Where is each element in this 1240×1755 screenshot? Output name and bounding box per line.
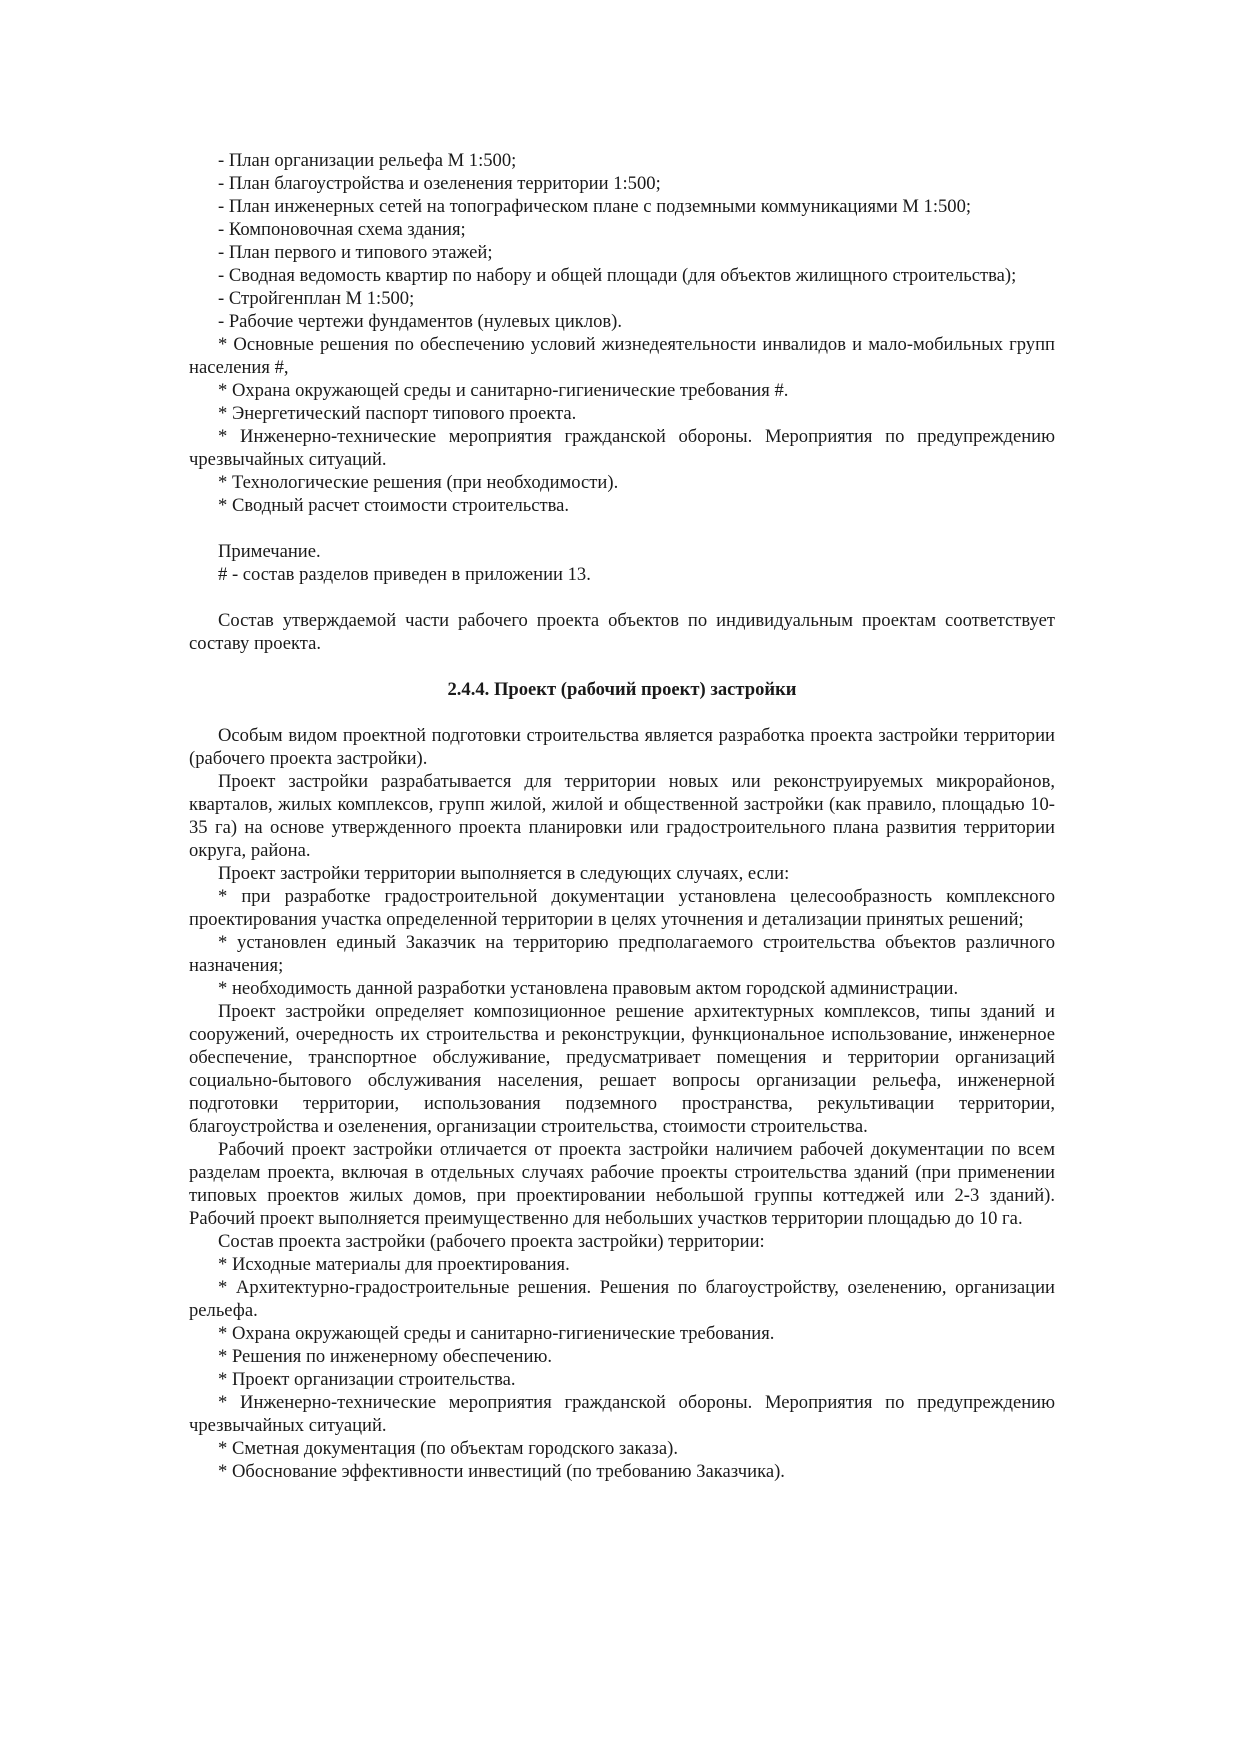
- paragraph: Проект застройки определяет композиционное решение архитектурных комплексов, типы зданий и сооружений, очередность их строительства и реконструкции, функциональное использование, инженерное обеспечение, транспортное обслуживание, предусматривает помещения и территории организаций социально-бытового обслуживания населения, решает вопросы организации рельефа, инженерной подготовки территории, использования подземного пространства, рекультивации территории, благоустройства и озеленения, организации строительства, стоимости строительства.: [189, 1001, 1055, 1137]
- list-item: * Проект организации строительства.: [218, 1369, 516, 1390]
- list-item: * Инженерно-технические мероприятия гражданской обороны. Мероприятия по предупреждению чрезвычайных ситуаций.: [189, 1392, 1055, 1436]
- note-text: # - состав разделов приведен в приложении 13.: [218, 564, 591, 585]
- list-item: * установлен единый Заказчик на территорию предполагаемого строительства объектов различного назначения;: [189, 932, 1055, 976]
- list-item: * Решения по инженерному обеспечению.: [218, 1346, 552, 1367]
- list-item: * необходимость данной разработки установлена правовым актом городской администрации.: [218, 978, 959, 999]
- list-item: * Инженерно-технические мероприятия гражданской обороны. Мероприятия по предупреждению чрезвычайных ситуаций.: [189, 426, 1055, 470]
- list-item: * Технологические решения (при необходимости).: [218, 472, 619, 493]
- list-item: * Основные решения по обеспечению условий жизнедеятельности инвалидов и мало-мобильных групп населения #,: [189, 334, 1055, 378]
- list-item: - Стройгенплан М 1:500;: [218, 288, 415, 309]
- list-item: - План благоустройства и озеленения территории 1:500;: [218, 173, 661, 194]
- spacer: [189, 586, 1055, 609]
- spacer: [189, 655, 1055, 678]
- list-item: - План инженерных сетей на топографическом плане с подземными коммуникациями М 1:500;: [218, 196, 972, 217]
- list-item: * Охрана окружающей среды и санитарно-гигиенические требования.: [218, 1323, 775, 1344]
- list-item: - Компоновочная схема здания;: [218, 219, 466, 240]
- list-item: * Охрана окружающей среды и санитарно-гигиенические требования #.: [218, 380, 789, 401]
- spacer: [189, 517, 1055, 540]
- list-item: - Сводная ведомость квартир по набору и общей площади (для объектов жилищного строительства);: [218, 265, 1017, 286]
- document-page: [189, 149, 1055, 1483]
- list-item: * при разработке градостроительной документации установлена целесообразность комплексного проектирования участка определенной территории в целях уточнения и детализации принятых решений;: [189, 886, 1055, 930]
- paragraph: Состав утверждаемой части рабочего проекта объектов по индивидуальным проектам соответствует составу проекта.: [189, 610, 1055, 654]
- list-item: * Сметная документация (по объектам городского заказа).: [218, 1438, 678, 1459]
- paragraph: Проект застройки территории выполняется в следующих случаях, если:: [218, 863, 790, 884]
- list-item: * Исходные материалы для проектирования.: [218, 1254, 570, 1275]
- list-item: * Обоснование эффективности инвестиций (по требованию Заказчика).: [218, 1461, 785, 1482]
- paragraph: Состав проекта застройки (рабочего проекта застройки) территории:: [218, 1231, 765, 1252]
- paragraph: Проект застройки разрабатывается для территории новых или реконструируемых микрорайонов, кварталов, жилых комплексов, групп жилой, жилой и общественной застройки (как правило, площадью 10-35 га) на основе утвержденного проекта планировки или градостроительного плана развития территории округа, района.: [189, 771, 1055, 861]
- paragraph: Особым видом проектной подготовки строительства является разработка проекта застройки территории (рабочего проекта застройки).: [189, 725, 1055, 769]
- list-item: * Сводный расчет стоимости строительства.: [218, 495, 570, 516]
- list-item: - Рабочие чертежи фундаментов (нулевых циклов).: [218, 311, 623, 332]
- note-title: Примечание.: [218, 541, 321, 562]
- paragraph: Рабочий проект застройки отличается от проекта застройки наличием рабочей документации по всем разделам проекта, включая в отдельных случаях рабочие проекты строительства зданий (при применении типовых проектов жилых домов, при проектировании небольшой группы коттеджей или 2-3 зданий). Рабочий проект выполняется преимущественно для небольших участков территории площадью до 10 га.: [189, 1139, 1055, 1229]
- list-item: - План первого и типового этажей;: [218, 242, 493, 263]
- list-item: - План организации рельефа М 1:500;: [218, 150, 517, 171]
- list-item: * Энергетический паспорт типового проекта.: [218, 403, 577, 424]
- spacer: [189, 701, 1055, 724]
- list-item: * Архитектурно-градостроительные решения. Решения по благоустройству, озеленению, организации рельефа.: [189, 1277, 1055, 1321]
- section-heading: 2.4.4. Проект (рабочий проект) застройки: [447, 679, 797, 700]
